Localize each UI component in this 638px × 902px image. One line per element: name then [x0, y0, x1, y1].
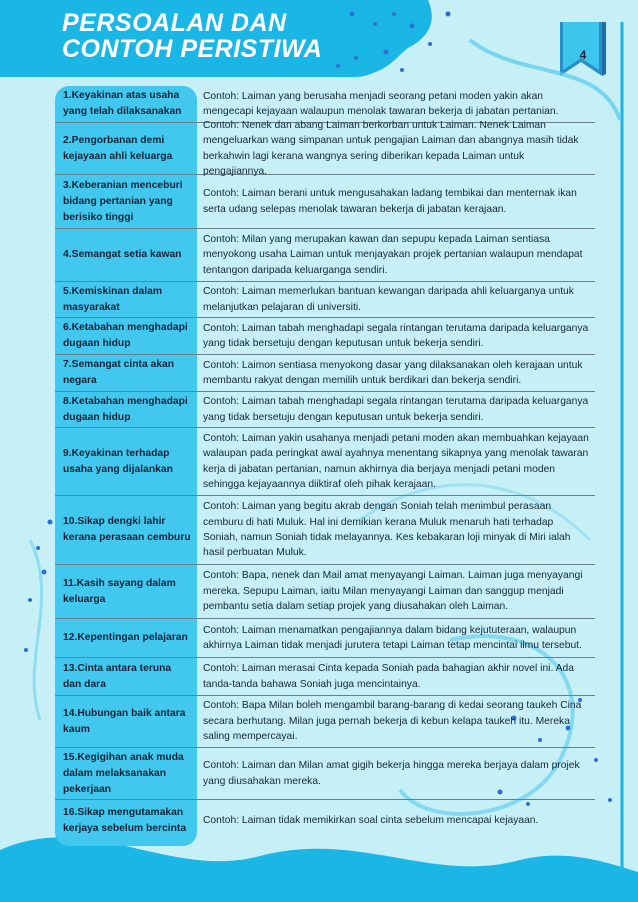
- topic-cell: 10.Sikap dengki lahir kerana perasaan cemburu: [63, 516, 191, 543]
- example-cell: Contoh: Laiman menamatkan pengajiannya dalam bidang kejututeraan, walaupun akhirnya Laiman tidak menjadi jurutera tetapi Laiman tetap mencintai ilmu tersebut.: [203, 624, 582, 651]
- table-row: [55, 355, 595, 392]
- example-cell: Contoh: Laiman yakin usahanya menjadi petani moden akan membuahkan kejayaan walaupan pada peringkat awal ayahnya menentang sikapnya yang menolak tawaran kerja di jabatan pertanian, namun akhirnya dia berjaya menjadi petani moden sehingga kejayaannya diiktiraf oleh pihak kerajaan.: [203, 432, 589, 490]
- example-cell: Contoh: Laiman dan Milan amat gigih bekerja hingga mereka berjaya dalam projek yang diusahakan mereka.: [203, 760, 580, 787]
- table-row: [55, 282, 595, 318]
- table-row: [55, 175, 595, 229]
- table-row: [55, 318, 595, 355]
- table-row: [55, 748, 595, 800]
- table-row: [55, 696, 595, 748]
- issues-table: [55, 86, 595, 842]
- topic-cell: 11.Kasih sayang dalam keluarga: [63, 577, 176, 605]
- example-cell: Contoh: Milan yang merupakan kawan dan sepupu kepada Laiman sentiasa menyokong usaha Laiman untuk menjayakan projek pertanian walaupun mendapat tentangon daripada keluarganga sendiri.: [203, 233, 583, 276]
- topic-cell: 7.Semangat cinta akan negara: [63, 359, 175, 386]
- table-row: [55, 619, 595, 658]
- table-row: [55, 658, 595, 696]
- example-cell: Contoh: Nenek dan abang Laiman berkorban untuk Laiman. Nenek Laiman mengeluarkan wang simpanan untuk pengajian Laiman dan abangnya masih tidak berkahwin lagi kerana wangnya sering diberikan kepada Laiman untuk pengajiannya.: [203, 119, 579, 177]
- table-row: [55, 496, 595, 565]
- topic-cell: 9.Keyakinan terhadap usaha yang dijalankan: [63, 447, 173, 475]
- topic-cell: 16.Sikap mengutamakan kerjaya sebelum bercinta: [63, 807, 187, 834]
- example-cell: Contoh: Laiman memerlukan bantuan kewangan daripada ahli keluarganya untuk melanjutkan pelajaran di universiti.: [203, 286, 574, 313]
- topic-cell: 5.Kemiskinan dalam masyarakat: [63, 285, 163, 313]
- example-cell: Contoh: Bapa Milan boleh mengambil barang-barang di kedai seorang taukeh Cina secara berhutang. Milan juga pernah bekerja di kebun kelapa taukeh itu. Mereka saling mempercayai.: [203, 700, 582, 743]
- table-row: [55, 565, 595, 619]
- example-cell: Contoh: Laiman tidak memikirkan soal cinta sebelum mencapai kejayaan.: [203, 815, 539, 827]
- example-cell: Contoh: Bapa, nenek dan Mail amat menyayangi Laiman. Laiman juga menyayangi mereka. Sepupu Laiman, iaitu Milan menyayangi Laiman dan sanggup menjadi pembantu setia dalam setiap projek yang diusahakan oleh Laiman.: [203, 570, 583, 613]
- example-cell: Contoh: Laiman yang berusaha menjadi seorang petani moden yakin akan mengecapi kejayaan walaupun menolak tawaran bekerja di jabatan pertanian.: [203, 90, 559, 117]
- example-cell: Contoh: Laimon sentiasa menyokong dasar yang dilaksanakan oleh kerajaan untuk membantu rakyat dengan memilih untuk berdikari dan bekerja sendiri.: [203, 359, 583, 386]
- example-cell: Contoh: Laiman tabah menghadapi segala rintangan terutama daripada keluarganya yang tidak bersetuju dengan keputusan untuk bekerja sendiri.: [203, 322, 589, 349]
- topic-cell: 3.Keberanian menceburi bidang pertanian yang berisiko tinggi: [63, 179, 183, 223]
- table-row: [55, 119, 595, 177]
- example-cell: Contoh: Laiman berani untuk mengusahakan ladang tembikai dan menternak ikan serta udang selepas menolak tawaran bekerja di jabatan kerajaan.: [203, 188, 577, 215]
- topic-cell: 13.Cinta antara teruna dan dara: [63, 662, 172, 690]
- table-row: [55, 392, 595, 428]
- page-title: [62, 10, 322, 62]
- topic-cell: 2.Pengorbanan demi kejayaan ahli keluarga: [63, 134, 173, 162]
- topic-cell: 1.Keyakinan atas usaha yang telah dilaksanakan: [63, 90, 182, 117]
- topic-cell: 6.Ketabahan menghadapi dugaan hidup: [63, 322, 188, 349]
- table-row: [55, 428, 595, 496]
- topic-cell: 14.Hubungan baik antara kaum: [63, 707, 186, 735]
- table-row: [55, 229, 595, 282]
- topic-cell: 12.Kepentingan pelajaran: [63, 632, 188, 643]
- example-cell: Contoh: Laiman tabah menghadapi segala rintangan terutama daripada keluarganya yang tidak bersetuju dengan keputusan untuk bekerja sendiri.: [203, 396, 589, 423]
- table-row: [55, 800, 595, 842]
- example-cell: Contoh: Laiman yang begitu akrab dengan Soniah telah menimbul perasaan cemburu di hati Muluk. Hal ini demikian kerana Muluk menaruh hati terhadap Soniah, namun Soniah tidak melayannya. Kes kebakaran loji minyak di Miri ialah hasil perbuatan Muluk.: [203, 501, 571, 559]
- title-line-2: CONTOH PERISTIWA: [62, 35, 323, 63]
- page-number: 4: [579, 48, 587, 62]
- topic-cell: 15.Kegigihan anak muda dalam melaksanakan pekerjaan: [63, 751, 184, 795]
- example-cell: Contoh: Laiman merasai Cinta kepada Soniah pada bahagian akhir novel ini. Ada tanda-tanda bahawa Soniah juga mencintainya.: [203, 663, 574, 690]
- topic-cell: 4.Semangat setia kawan: [63, 249, 182, 260]
- topic-cell: 8.Ketabahan menghadapi dugaan hidup: [63, 395, 188, 423]
- title-line-1: PERSOALAN DAN: [62, 9, 287, 37]
